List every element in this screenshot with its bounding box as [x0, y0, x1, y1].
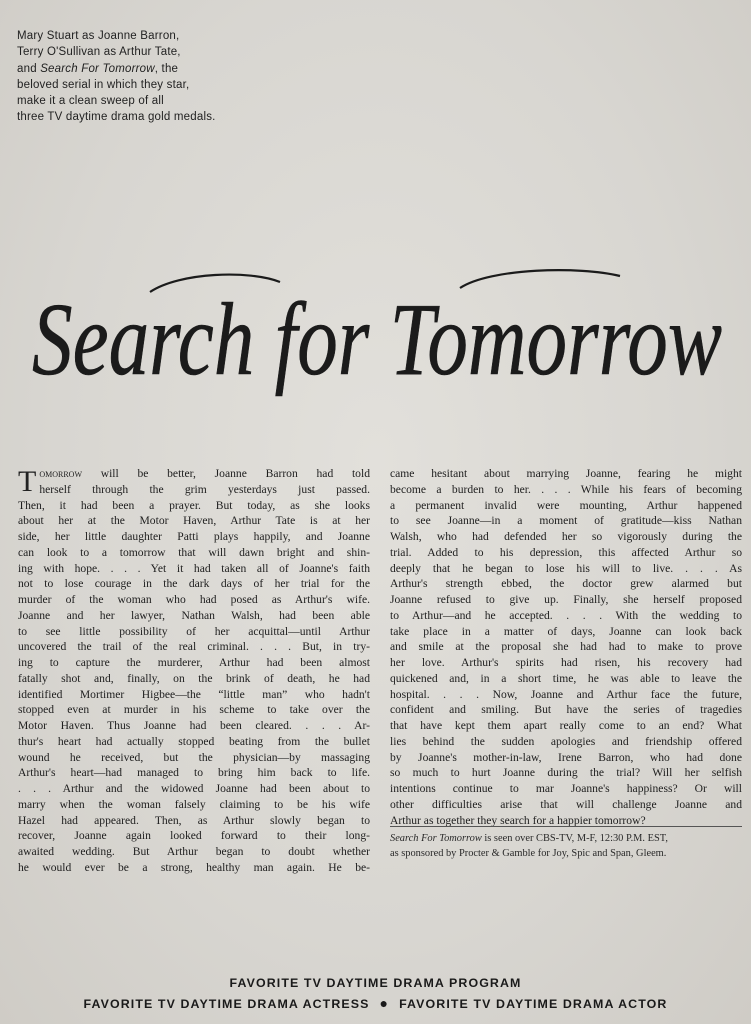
caption-line: beloved serial in which they star, — [17, 78, 190, 91]
body-line: murder of the woman who had posed as Arthur's wife. — [18, 593, 370, 606]
body-line: confident and smiling. But have the series of tragedies — [390, 703, 742, 717]
body-line: take place in a matter of days, Joanne can look back — [390, 624, 742, 638]
body-line: and smile at the proposal she had had to make to prove — [390, 640, 742, 654]
body-line: uncovered the trail of the real criminal. . . . But, in try- — [18, 640, 370, 654]
body-line: lies behind the sudden apologies and friendship offered — [390, 734, 742, 748]
award-line — [0, 992, 751, 1015]
body-line: by Joanne's mother-in-law, Irene Barron, who had done — [390, 750, 742, 764]
lead-word: omorrow — [39, 467, 82, 480]
caption-line: Mary Stuart as Joanne Barron, — [17, 30, 180, 42]
body-line: hospital. . . . Now, Joanne and Arthur face the future, — [390, 687, 742, 701]
body-line: side, her little daughter Patti plays happily, and Joanne — [18, 530, 370, 543]
body-line: ing with hope. . . . Yet it had taken all of Joanne's faith — [18, 561, 370, 575]
body-line: Arthur's heart—had managed to bring him back to life. — [18, 766, 370, 780]
award-actor: FAVORITE TV DAYTIME DRAMA ACTOR — [399, 997, 668, 1011]
body-line: came hesitant about marrying Joanne, fearing he might — [390, 467, 742, 480]
body-line: he would ever be a strong, healthy man again. He be- — [18, 860, 370, 874]
caption-line: make it a clean sweep of all — [17, 95, 164, 108]
body-line: . . . Arthur and the widowed Joanne had been about to — [18, 782, 370, 795]
body-line: ing to capture the murderer, Arthur had been almost — [18, 656, 370, 669]
body-line: herself through the grim yesterdays just passed. — [39, 482, 370, 496]
body-line: to see little possibility of her acquittal—until Arthur — [18, 624, 370, 638]
photo-caption — [17, 28, 317, 126]
caption-line: Terry O'Sullivan as Arthur Tate, — [17, 46, 181, 59]
body-line: trial. Added to his depression, this affected Arthur so — [390, 545, 742, 559]
body-line: fatally shot and, finally, on the brink of death, he had — [18, 671, 370, 685]
caption-line: three TV daytime drama gold medals. — [17, 111, 216, 124]
body-line: Hazel had appeared. Then, as Arthur slowly began to — [18, 813, 370, 827]
body-line: Arthur as together they search for a happier tomorrow? — [390, 813, 646, 827]
body-line: intentions continue to mar Joanne's happiness? Or will — [390, 782, 742, 795]
body-line: thur's heart had actually stopped beating from the bullet — [18, 734, 370, 748]
body-line: identified Mortimer Higbee—the “little man” who hadn't — [18, 687, 370, 701]
body-line: a permanent invalid were mounting, Arthur happened — [390, 498, 742, 512]
credit-show-title: Search For Tomorrow — [390, 833, 482, 844]
body-line: Then, it had been a prayer. But today, as she looks — [18, 498, 370, 512]
body-line: can look to a tomorrow that will dawn bright and shin- — [18, 545, 370, 559]
broadcast-credit — [390, 832, 750, 861]
body-line: about her at the Motor Haven, Arthur Tate is at her — [18, 514, 370, 528]
body-line: recover, Joanne again looked forward to their long- — [18, 829, 370, 843]
body-line: become a burden to her. . . . While his fears of becoming — [390, 482, 742, 496]
body-line: Motor Haven. Thus Joanne had been cleared. . . . Ar- — [18, 719, 370, 732]
body-line: to see Joanne—in a moment of gratitude—kiss Nathan — [390, 514, 742, 528]
drop-cap: T — [18, 465, 37, 498]
body-line: other difficulties arise that will challenge Joanne and — [390, 797, 742, 811]
body-line: quickened and, in a short time, he was able to leave the — [390, 671, 742, 685]
bullet-icon: ● — [379, 995, 390, 1011]
body-line: will be better, Joanne Barron had told — [82, 467, 370, 480]
article-column-right — [390, 466, 742, 828]
body-line: Joanne and her lawyer, Nathan Walsh, had been able — [18, 608, 370, 622]
body-line: awaited wedding. But Arthur began to doubt whether — [18, 845, 370, 858]
body-line: marry when the woman falsely claiming to be his wife — [18, 797, 370, 811]
body-line: to Arthur—and he accepted. . . . With the wedding to — [390, 608, 742, 622]
body-line: Arthur's strength ebbed, the doctor grew alarmed but — [390, 577, 742, 591]
body-line: not to lose courage in the dark days of her trial for the — [18, 577, 370, 591]
title-script — [20, 262, 735, 412]
award-actress: FAVORITE TV DAYTIME DRAMA ACTRESS — [83, 997, 370, 1011]
body-line: Joanne refused to give up. Finally, she herself proposed — [390, 593, 742, 606]
article-column-left — [18, 466, 370, 876]
award-banner — [0, 974, 751, 1015]
body-line: deeply that he began to lose his will to live. . . . As — [390, 561, 742, 575]
caption-line: and Search For Tomorrow, the — [17, 62, 179, 75]
credit-line: as sponsored by Procter & Gamble for Joy, Spic and Span, Gleem. — [390, 847, 667, 859]
body-line: so much to hurt Joanne during the trial? Will her selfish — [390, 766, 742, 780]
caption-show-title: Search For Tomorrow — [40, 62, 155, 75]
body-line: stopped even at murder in his scheme to take over the — [18, 703, 370, 717]
credit-line: Search For Tomorrow is seen over CBS-TV, M-F, 12:30 P.M. EST, — [390, 833, 668, 844]
body-line: that have kept them apart really come to an end? What — [390, 719, 742, 732]
body-line: Walsh, who had defended her so vigorously during the — [390, 530, 742, 543]
body-line: her love. Arthur's spirits had risen, his recovery had — [390, 656, 742, 669]
article-title — [20, 262, 735, 412]
body-line: wound he received, but the physician—by massaging — [18, 750, 370, 764]
credit-divider — [390, 826, 742, 827]
award-program: FAVORITE TV DAYTIME DRAMA PROGRAM — [229, 976, 522, 990]
title-text: Search for Tomorrow — [32, 282, 722, 397]
